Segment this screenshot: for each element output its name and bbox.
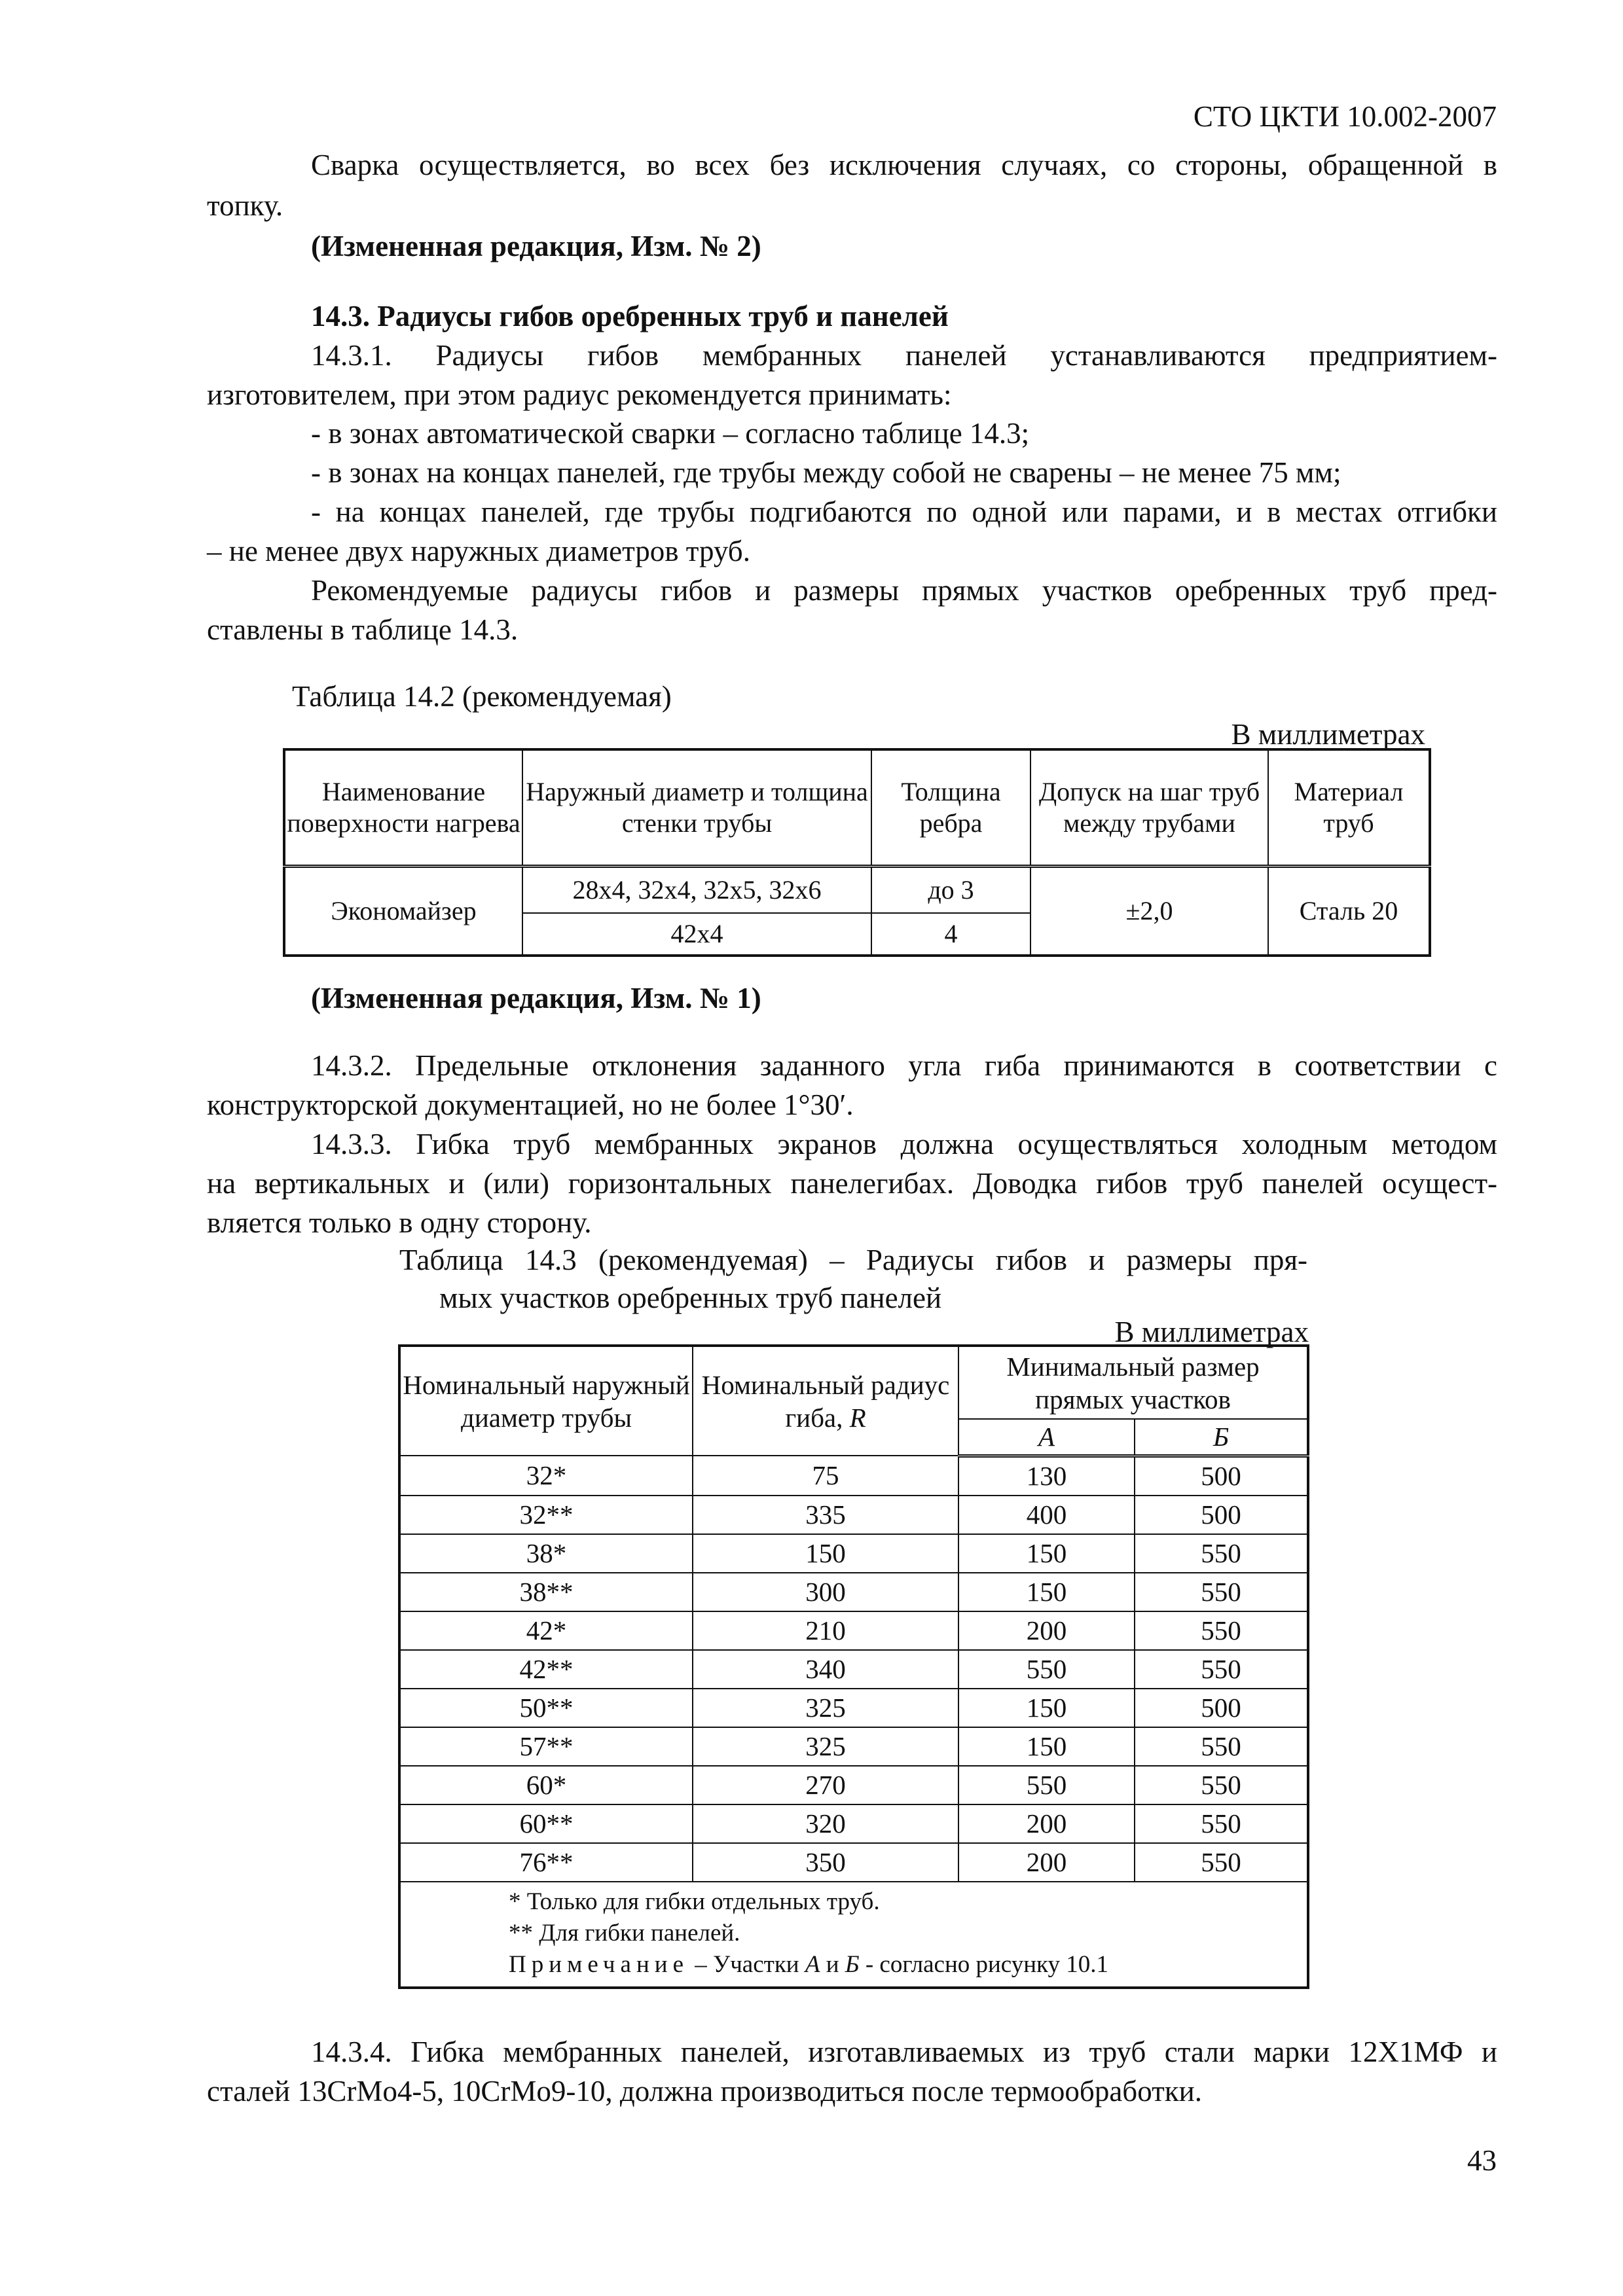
note-reference: - согласно рисунку 10.1	[859, 1950, 1108, 1978]
cell-diameter: 38**	[399, 1573, 693, 1611]
cell-diameter: 42**	[399, 1650, 693, 1689]
note-label: Примечание	[509, 1950, 689, 1978]
table-14-3-notes	[399, 1882, 1308, 1988]
bullet-3-line-1: - на концах панелей, где трубы подгибаются по одной или парами, и в местах отгибки	[311, 495, 1497, 528]
cell-section-a: 200	[958, 1611, 1135, 1650]
table-14-2-caption: Таблица 14.2 (рекомендуемая)	[292, 680, 672, 713]
cell-section-a: 150	[958, 1573, 1135, 1611]
table-14-3-units: В миллиметрах	[1114, 1316, 1309, 1348]
para-14-3-2-line-2: конструкторской документацией, но не более 1°30′.	[207, 1088, 854, 1121]
para-14-3-1-line-1: 14.3.1. Радиусы гибов мембранных панелей устанавливаются предприятием-	[311, 339, 1497, 372]
cell-section-a: 150	[958, 1689, 1135, 1727]
header-tolerance: Допуск на шаг труб между трубами	[1030, 749, 1268, 866]
cell-section-a: 550	[958, 1650, 1135, 1689]
note-section-b: Б	[845, 1950, 860, 1978]
cell-section-b: 500	[1135, 1689, 1308, 1727]
cell-radius: 325	[693, 1727, 958, 1766]
cell-radius: 300	[693, 1573, 958, 1611]
table-14-3-caption-line-2: мых участков оребренных труб панелей	[439, 1282, 942, 1314]
cell-surface: Экономайзер	[284, 866, 522, 956]
cell-radius: 325	[693, 1689, 958, 1727]
cell-section-b: 550	[1135, 1611, 1308, 1650]
note-and: и	[820, 1950, 845, 1978]
note-panels: ** Для гибки панелей.	[509, 1919, 740, 1946]
para-14-3-3-line-2: на вертикальных и (или) горизонтальных панелегибах. Доводка гибов труб панелей осущест-	[207, 1167, 1497, 1200]
bullet-3-line-2: – не менее двух наружных диаметров труб.	[207, 535, 750, 567]
header-section-b: Б	[1135, 1419, 1308, 1456]
cell-section-b: 550	[1135, 1766, 1308, 1804]
cell-section-b: 550	[1135, 1843, 1308, 1882]
cell-fin-1: до 3	[871, 866, 1030, 913]
para-14-3-4-line-1: 14.3.4. Гибка мембранных панелей, изготавливаемых из труб стали марки 12Х1МФ и	[311, 2036, 1497, 2068]
intro-line-1: Сварка осуществляется, во всех без исключения случаях, со стороны, обращенной в	[311, 149, 1497, 181]
cell-section-a: 400	[958, 1496, 1135, 1534]
cell-section-a: 130	[958, 1456, 1135, 1496]
cell-diameter: 76**	[399, 1843, 693, 1882]
cell-diameter-2: 42х4	[522, 913, 871, 956]
cell-section-b: 550	[1135, 1534, 1308, 1573]
bullet-2: - в зонах на концах панелей, где трубы между собой не сварены – не менее 75 мм;	[311, 456, 1341, 489]
cell-diameter: 38*	[399, 1534, 693, 1573]
table-row	[399, 1650, 1308, 1689]
table-14-2-units: В миллиметрах	[1231, 718, 1425, 751]
table-row	[399, 1766, 1308, 1804]
header-diameter: Наружный диаметр и толщина стенки трубы	[522, 749, 871, 866]
cell-section-b: 550	[1135, 1727, 1308, 1766]
cell-radius: 75	[693, 1456, 958, 1496]
header-material: Материал труб	[1268, 749, 1430, 866]
cell-diameter: 32*	[399, 1456, 693, 1496]
para-14-3-1-line-2: изготовителем, при этом радиус рекомендуется принимать:	[207, 378, 952, 411]
table-row	[399, 1573, 1308, 1611]
table-row	[399, 1689, 1308, 1727]
note-sections	[509, 1949, 1307, 1981]
table-14-2	[283, 748, 1431, 957]
note-section-a: А	[805, 1950, 820, 1978]
cell-section-b: 500	[1135, 1496, 1308, 1534]
header-surface: Наименование поверхности нагрева	[284, 749, 522, 866]
cell-diameter: 60*	[399, 1766, 693, 1804]
intro-line-2: топку.	[207, 189, 283, 222]
header-min-size: Минимальный размер прямых участков	[958, 1346, 1308, 1419]
cell-radius: 210	[693, 1611, 958, 1650]
cell-diameter: 60**	[399, 1804, 693, 1843]
revision-note-1: (Измененная редакция, Изм. № 1)	[311, 982, 761, 1014]
table-row	[399, 1496, 1308, 1534]
cell-section-a: 200	[958, 1804, 1135, 1843]
document-header-id: СТО ЦКТИ 10.002-2007	[1193, 100, 1497, 133]
cell-section-b: 550	[1135, 1650, 1308, 1689]
header-radius-symbol: R	[849, 1402, 866, 1433]
para-14-3-3-line-3: вляется только в одну сторону.	[207, 1206, 592, 1239]
table-row	[399, 1611, 1308, 1650]
cell-section-b: 550	[1135, 1573, 1308, 1611]
revision-note-2: (Измененная редакция, Изм. № 2)	[311, 230, 761, 262]
cell-radius: 350	[693, 1843, 958, 1882]
table-row	[399, 1534, 1308, 1573]
para-14-3-4-line-2: сталей 13CrMo4-5, 10CrMo9-10, должна производиться после термообработки.	[207, 2075, 1202, 2108]
cell-diameter: 57**	[399, 1727, 693, 1766]
note-dash: – Участки	[689, 1950, 805, 1978]
section-14-3-title: 14.3. Радиусы гибов оребренных труб и панелей	[311, 300, 949, 332]
cell-section-b: 550	[1135, 1804, 1308, 1843]
para-recommended-line-2: ставлены в таблице 14.3.	[207, 613, 519, 646]
table-row	[399, 1727, 1308, 1766]
note-single-pipes: * Только для гибки отдельных труб.	[509, 1888, 880, 1915]
table-14-3	[398, 1344, 1309, 1989]
cell-section-a: 200	[958, 1843, 1135, 1882]
cell-diameter: 42*	[399, 1611, 693, 1650]
para-recommended-line-1: Рекомендуемые радиусы гибов и размеры прямых участков оребренных труб пред-	[311, 574, 1497, 607]
cell-diameter: 50**	[399, 1689, 693, 1727]
table-14-3-caption-line-1: Таблица 14.3 (рекомендуемая) – Радиусы гибов и размеры пря-	[399, 1244, 1307, 1276]
table-row	[399, 1804, 1308, 1843]
header-fin: Толщина ребра	[871, 749, 1030, 866]
bullet-1: - в зонах автоматической сварки – согласно таблице 14.3;	[311, 417, 1030, 450]
cell-material: Сталь 20	[1268, 866, 1430, 956]
page-number: 43	[1467, 2144, 1497, 2177]
cell-section-b: 500	[1135, 1456, 1308, 1496]
header-section-a: А	[958, 1419, 1135, 1456]
para-14-3-3-line-1: 14.3.3. Гибка труб мембранных экранов должна осуществляться холодным методом	[311, 1128, 1497, 1160]
table-14-3-body	[399, 1456, 1308, 1882]
cell-radius: 270	[693, 1766, 958, 1804]
cell-radius: 320	[693, 1804, 958, 1843]
para-14-3-2-line-1: 14.3.2. Предельные отклонения заданного угла гиба принимаются в соответствии с	[311, 1049, 1497, 1082]
header-radius-text: Номинальный радиус гиба,	[701, 1369, 950, 1433]
table-row	[399, 1843, 1308, 1882]
cell-section-a: 550	[958, 1766, 1135, 1804]
cell-radius: 340	[693, 1650, 958, 1689]
cell-section-a: 150	[958, 1534, 1135, 1573]
cell-fin-2: 4	[871, 913, 1030, 956]
header-nominal-radius	[693, 1346, 958, 1456]
cell-tolerance: ±2,0	[1030, 866, 1268, 956]
cell-diameter-1: 28х4, 32х4, 32х5, 32х6	[522, 866, 871, 913]
cell-radius: 150	[693, 1534, 958, 1573]
cell-radius: 335	[693, 1496, 958, 1534]
table-row	[399, 1456, 1308, 1496]
cell-diameter: 32**	[399, 1496, 693, 1534]
header-nominal-diameter: Номинальный наружный диаметр трубы	[399, 1346, 693, 1456]
cell-section-a: 150	[958, 1727, 1135, 1766]
